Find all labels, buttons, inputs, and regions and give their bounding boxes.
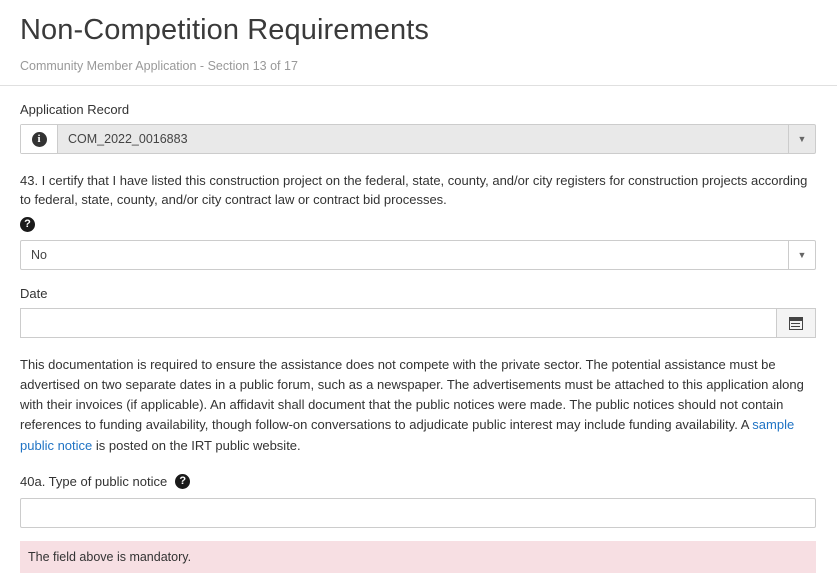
application-record-field[interactable] [20, 124, 816, 154]
validation-message: The field above is mandatory. [20, 541, 816, 573]
form-content [0, 86, 837, 572]
page-subtitle: Community Member Application - Section 13 of 17 [20, 59, 298, 74]
application-record-label: Application Record [20, 102, 130, 118]
help-icon[interactable]: ? [20, 217, 35, 232]
guidance-text-part1: This documentation is required to ensure the assistance does not compete with the private sector. The potential assistance must be advertised on two separate dates in a public forum, such as a newspaper. The advertisements must be attached to this application along with their invoices (if applicable). An affidavit shall document that the public notices were made. The public notices should not contain references to funding availability, though follow-on conversations to adjudicate public interest may include funding availability. A [20, 357, 804, 433]
chevron-down-icon[interactable]: ▼ [788, 125, 815, 153]
info-icon[interactable]: i [21, 125, 58, 153]
calendar-icon[interactable] [776, 308, 816, 338]
question-43-select[interactable] [20, 240, 816, 270]
application-record-value: COM_2022_0016883 [68, 132, 188, 147]
question-43-text: 43. I certify that I have listed this construction project on the federal, state, county, and/or city registers for construction projects according to federal, state, county, and/or city contract law or contract bid processes. [20, 173, 808, 208]
guidance-paragraph [20, 355, 816, 456]
guidance-text-part2: is posted on the IRT public website. [92, 437, 301, 453]
page-header [0, 0, 837, 86]
page-title: Non-Competition Requirements [20, 14, 429, 46]
date-field-row [20, 308, 816, 338]
question-43-help-row [20, 216, 817, 232]
question-43-selected-value: No [31, 248, 47, 263]
chevron-down-icon[interactable]: ▼ [788, 241, 815, 269]
question-40a-label-row [20, 474, 817, 489]
date-input[interactable] [20, 308, 776, 338]
question-40a-label: 40a. Type of public notice [20, 473, 168, 489]
sample-public-notice-link[interactable]: sample public notice [20, 417, 795, 453]
question-40a-input[interactable] [20, 498, 816, 528]
date-label: Date [20, 286, 48, 302]
help-icon[interactable]: ? [175, 474, 190, 489]
